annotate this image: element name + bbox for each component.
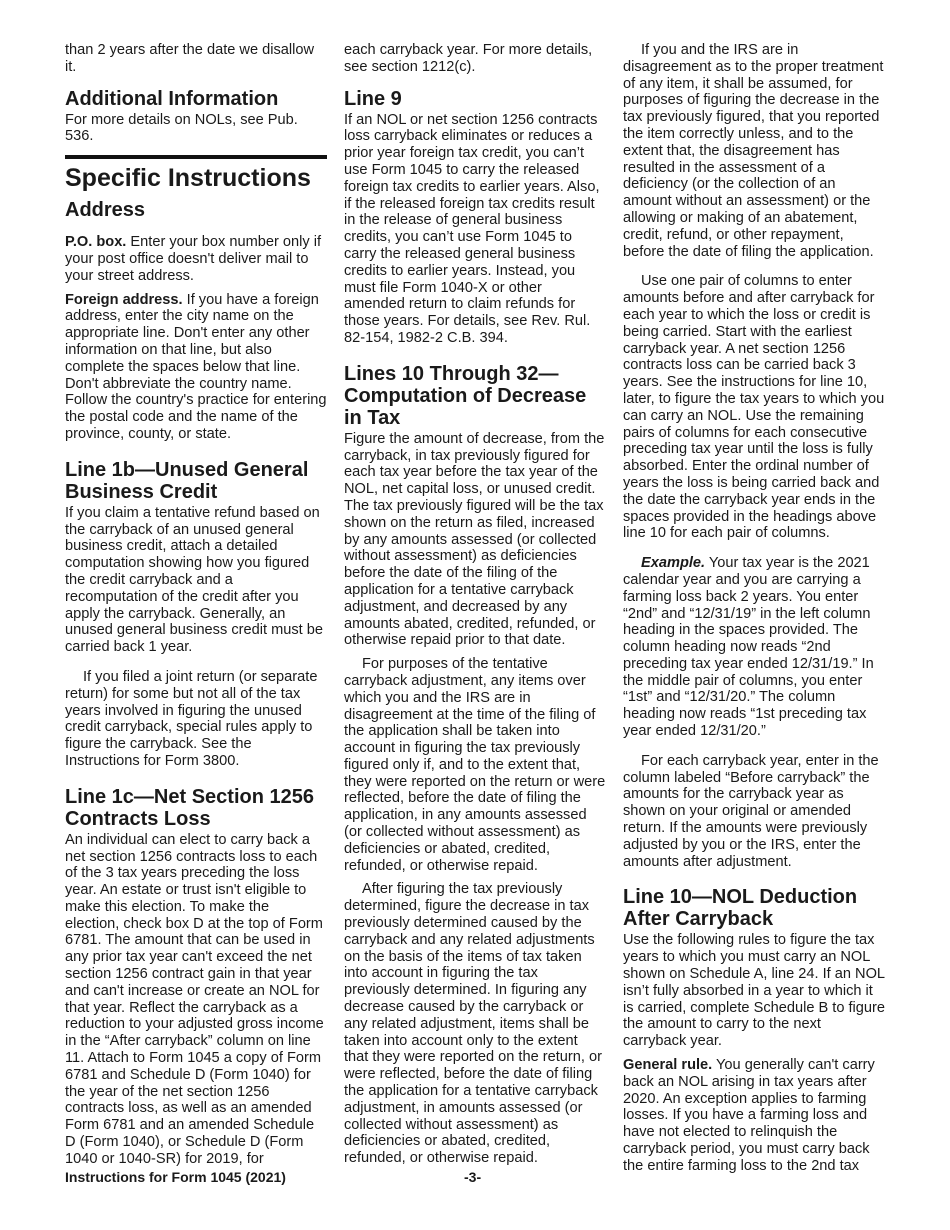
heading-line-1b: Line 1b—Unused General Business Credit xyxy=(65,458,309,503)
heading-specific-instructions: Specific Instructions xyxy=(65,155,327,193)
paragraph: Figure the amount of decrease, from the carryback, in tax previously figured for each tax year before the tax year of the NOL, net capital loss, or unused credit. The tax previously figured will be the tax shown on the return as filed, increased by any amounts assessed (or collected without assessment) as deficiencies before the date of the filing of the application for a tentative carryback adjustment, and decreased by any amounts abated, credited, refunded, or otherwise repaid prior to that date. xyxy=(344,430,605,649)
run-in-heading: General rule. xyxy=(623,1057,713,1074)
column-3 xyxy=(623,42,885,1182)
paragraph: An individual can elect to carry back a net section 1256 contracts loss to each of the 3 tax years preceding the loss year. An estate or trust isn't eligible to make this election. To make the election, check box D at the top of Form 6781. The amount that can be used in any prior tax year can't exceed the net section 1256 contract gain in that year and can't increase or create an NOL for that year. Reflect the carryback as a reduction to your adjusted gross income in the “After carryback” column on line 11. Attach to Form 1045 a copy of Form 6781 and Schedule D (Form 1040) for the year of the net section 1256 contracts loss, as well as an amended Form 6781 and an amended Schedule D (Form 1040), or Schedule D (Form 1040 or 1040-SR) for 2019, for xyxy=(65,831,324,1167)
footer-title: Instructions for Form 1045 (2021) xyxy=(65,1169,286,1185)
paragraph: For more details on NOLs, see Pub. 536. xyxy=(65,111,298,145)
paragraph-text: You generally can't carry back an NOL arising in tax years after 2020. An exception applies to farming losses. If you have a farming loss and have not elected to relinquish the carryback period, you must carry back the entire farming loss to the 2nd tax xyxy=(623,1057,875,1174)
run-in-heading: P.O. box. xyxy=(65,234,127,251)
paragraph: Use the following rules to figure the tax years to which you must carry an NOL shown on Schedule A, line 24. If an NOL isn’t fully absorbed in a year to which it is carried, complete Schedule B to figure the amount to carry to the next carryback year. xyxy=(623,932,886,1050)
heading-address: Address xyxy=(65,199,146,222)
paragraph: If you filed a joint return (or separate return) for some but not all of the tax years involved in figuring the unused credit carryback, special rules apply to figure the carryback. See the Instructions for Form 3800. xyxy=(65,668,318,769)
run-in-heading: Example. xyxy=(641,555,706,572)
paragraph: For each carryback year, enter in the column labeled “Before carryback” the amounts for the carryback year as shown on your original or amended return. If the amounts were previously adjusted by you or the IRS, enter the amounts after adjustment. xyxy=(623,752,879,870)
column-2 xyxy=(344,42,606,1174)
paragraph: Use one pair of columns to enter amounts before and after carryback for each year to which the loss or credit is being carried. Start with the earliest carryback year. A net section 1256 contracts loss can be carried back 3 years. See the instructions for line 10, later, to figure the tax years to which you can carry an NOL. Use the remaining pairs of columns for each consecutive preceding tax year until the loss is fully absorbed. Enter the ordinal number of years the loss is being carried back and the date the carryback year ends in the spaces provided in the headings above line 10 for each pair of columns. xyxy=(623,273,885,542)
heading-additional-information: Additional Information xyxy=(65,87,279,110)
paragraph: After figuring the tax previously determined, figure the decrease in tax previously determined caused by the carryback and any related adjustments on the basis of the items of tax taken into account in figuring the tax previously determined. In figuring any decrease caused by the carryback or any related adjustment, items shall be taken into account only to the extent that they were reported on the return, or were reflected, before the date of filing the application for a tentative carryback adjustment, in amounts assessed (or collected without assessment) as deficiencies or abated, credited, refunded, or otherwise repaid. xyxy=(344,881,602,1167)
paragraph: than 2 years after the date we disallow it. xyxy=(65,42,315,75)
page-number: -3- xyxy=(464,1169,482,1185)
column-1 xyxy=(65,42,327,1175)
heading-line-9: Line 9 xyxy=(344,87,402,110)
paragraph: For purposes of the tentative carryback adjustment, any items over which you and the IRS are in disagreement at the time of the filing of the application shall be taken into account in figuring the tax previously figured only if, and to the extent that, they were reported on the return or were reflected, before the date of filing the application, in any amounts assessed (or collected without assessment) as deficiencies or abated, credited, refunded, or otherwise repaid. xyxy=(344,656,606,874)
paragraph-po-box xyxy=(65,234,327,284)
paragraph-general-rule xyxy=(623,1057,885,1175)
paragraph-text: Your tax year is the 2021 calendar year and you are carrying a farming loss back 2 years. You enter “2nd” and “12/31/19” in the left column heading in the spaces provided. The column heading now reads “2nd preceding tax year ended 12/31/19.” In the middle pair of columns, you enter “1st” and “12/31/20.” The column heading now reads “1st preceding tax year ended 12/31/20.” xyxy=(623,555,874,740)
paragraph-foreign-address xyxy=(65,292,327,443)
run-in-heading: Foreign address. xyxy=(65,291,183,308)
paragraph-example xyxy=(623,555,885,740)
paragraph: If you and the IRS are in disagreement as to the proper treatment of any item, it shall be assumed, for purposes of figuring the decrease in the tax previously figured, that you reported the item correctly unless, and to the extent that, the disagreement has resulted in the assessment of a deficiency (or the collection of an amount without an assessment) or the allowing or making of an abatement, credit, refund, or other repayment, before the date of filing the application. xyxy=(623,42,884,260)
heading-lines-10-through-32: Lines 10 Through 32—Computation of Decrease in Tax xyxy=(344,362,587,429)
paragraph-text: Enter your box number only if your post office doesn't deliver mail to your street address. xyxy=(65,234,322,284)
heading-line-1c: Line 1c—Net Section 1256 Contracts Loss xyxy=(65,785,314,830)
paragraph-text: If you have a foreign address, enter the city name on the appropriate line. Don't enter any other information on that line, but also complete the spaces below that line. Don't abbreviate the country name. Follow the country's practice for entering the postal code and the name of the province, county, or state. xyxy=(65,291,327,442)
paragraph: each carryback year. For more details, see section 1212(c). xyxy=(344,42,593,75)
paragraph: If an NOL or net section 1256 contracts loss carryback eliminates or reduces a prior year foreign tax credit, you can’t use Form 1045 to carry the released foreign tax credits to earlier years. Also, if the released foreign tax credits result in the release of general business credits, you can’t use Form 1045 to carry the released general business credits to earlier years. Instead, you must file Form 1040-X or other amended return to claim refunds for those years. For details, see Rev. Rul. 82-154, 1982-2 C.B. 394. xyxy=(344,111,600,346)
paragraph: If you claim a tentative refund based on the carryback of an unused general business credit, attach a detailed computation showing how you figured the credit carryback and a recomputation of the credit after you apply the carryback. Generally, an unused general business credit must be carried back 1 year. xyxy=(65,504,323,656)
heading-line-10: Line 10—NOL Deduction After Carryback xyxy=(623,886,858,931)
